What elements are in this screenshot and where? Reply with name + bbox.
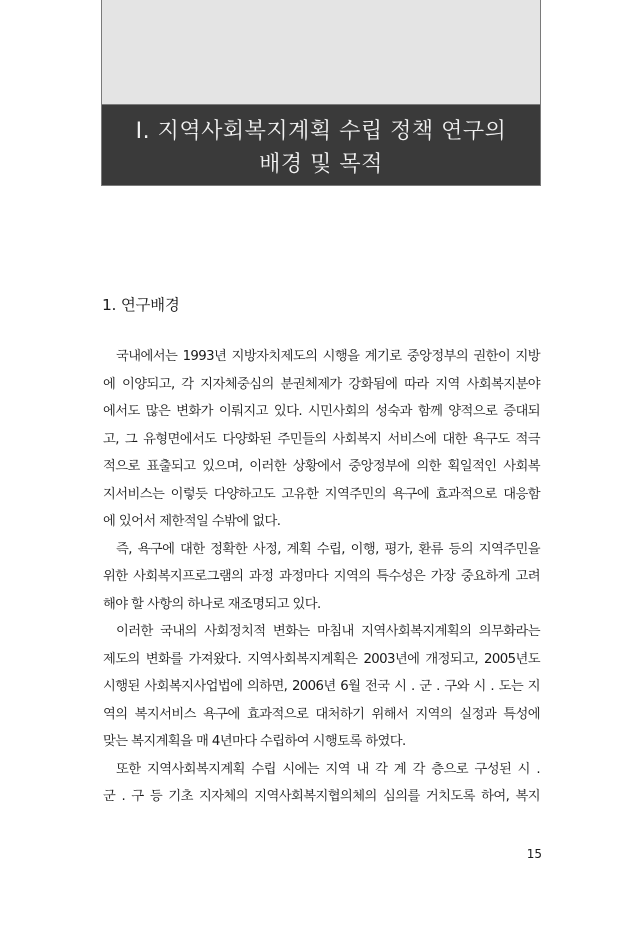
- body-line: 지서비스는 이렇듯 다양하고도 고유한 지역주민의 욕구에 효과적으로 대응함: [103, 486, 540, 502]
- body-line: 위한 사회복지프로그램의 과정 과정마다 지역의 특수성은 가장 중요하게 고려: [103, 569, 540, 584]
- body-line: 역의 복지서비스 욕구에 효과적으로 대처하기 위해서 지역의 실정과 특성에: [103, 706, 540, 722]
- section-heading: 1. 연구배경: [102, 296, 180, 314]
- body-line: 에 있어서 제한적일 수밖에 없다.: [103, 514, 281, 529]
- body-line: 시행된 사회복지사업법에 의하면, 2006년 6월 전국 시 . 군 . 구와 시 . 도는 지: [103, 679, 540, 694]
- body-line: 또한 지역사회복지계획 수립 시에는 지역 내 각 계 각 층으로 구성된 시 .: [116, 761, 540, 777]
- body-line: 국내에서는 1993년 지방자치제도의 시행을 계기로 중앙정부의 권한이 지방: [116, 349, 540, 364]
- body-line: 해야 할 사항의 하나로 재조명되고 있다.: [103, 596, 321, 612]
- body-line: 즉, 욕구에 대한 정확한 사정, 계획 수립, 이행, 평가, 환류 등의 지역주민을: [116, 541, 540, 557]
- body-line: 군 . 구 등 기초 지자체의 지역사회복지협의체의 심의를 거치도록 하여, 복지: [103, 789, 540, 804]
- body-line: 에서도 많은 변화가 이뤄지고 있다. 시민사회의 성숙과 함께 양적으로 증대되: [103, 404, 540, 419]
- body-line: 이러한 국내의 사회정치적 변화는 마침내 지역사회복지계획의 의무화라는: [116, 624, 540, 639]
- chapter-title-line-2: 배경 및 목적: [259, 152, 383, 177]
- chapter-header-block: [101, 0, 541, 186]
- body-line: 제도의 변화를 가져왔다. 지역사회복지계획은 2003년에 개정되고, 2005년도: [103, 651, 540, 667]
- body-line: 적으로 표출되고 있으며, 이러한 상황에서 중앙정부에 의한 획일적인 사회복: [103, 459, 540, 474]
- body-line: 고, 그 유형면에서도 다양화된 주민들의 사회복지 서비스에 대한 욕구도 적극: [103, 431, 540, 447]
- page-number: 15: [526, 847, 542, 861]
- body-line: 맞는 복지계획을 매 4년마다 수립하여 시행토록 하였다.: [103, 734, 406, 749]
- header-gray-band: [102, 0, 540, 104]
- body-line: 에 이양되고, 각 지자체중심의 분권체제가 강화됨에 따라 지역 사회복지분야: [103, 376, 540, 392]
- chapter-title: [102, 104, 540, 185]
- body-text: [103, 343, 540, 811]
- chapter-title-line-1: Ⅰ. 지역사회복지계획 수립 정책 연구의: [135, 119, 507, 144]
